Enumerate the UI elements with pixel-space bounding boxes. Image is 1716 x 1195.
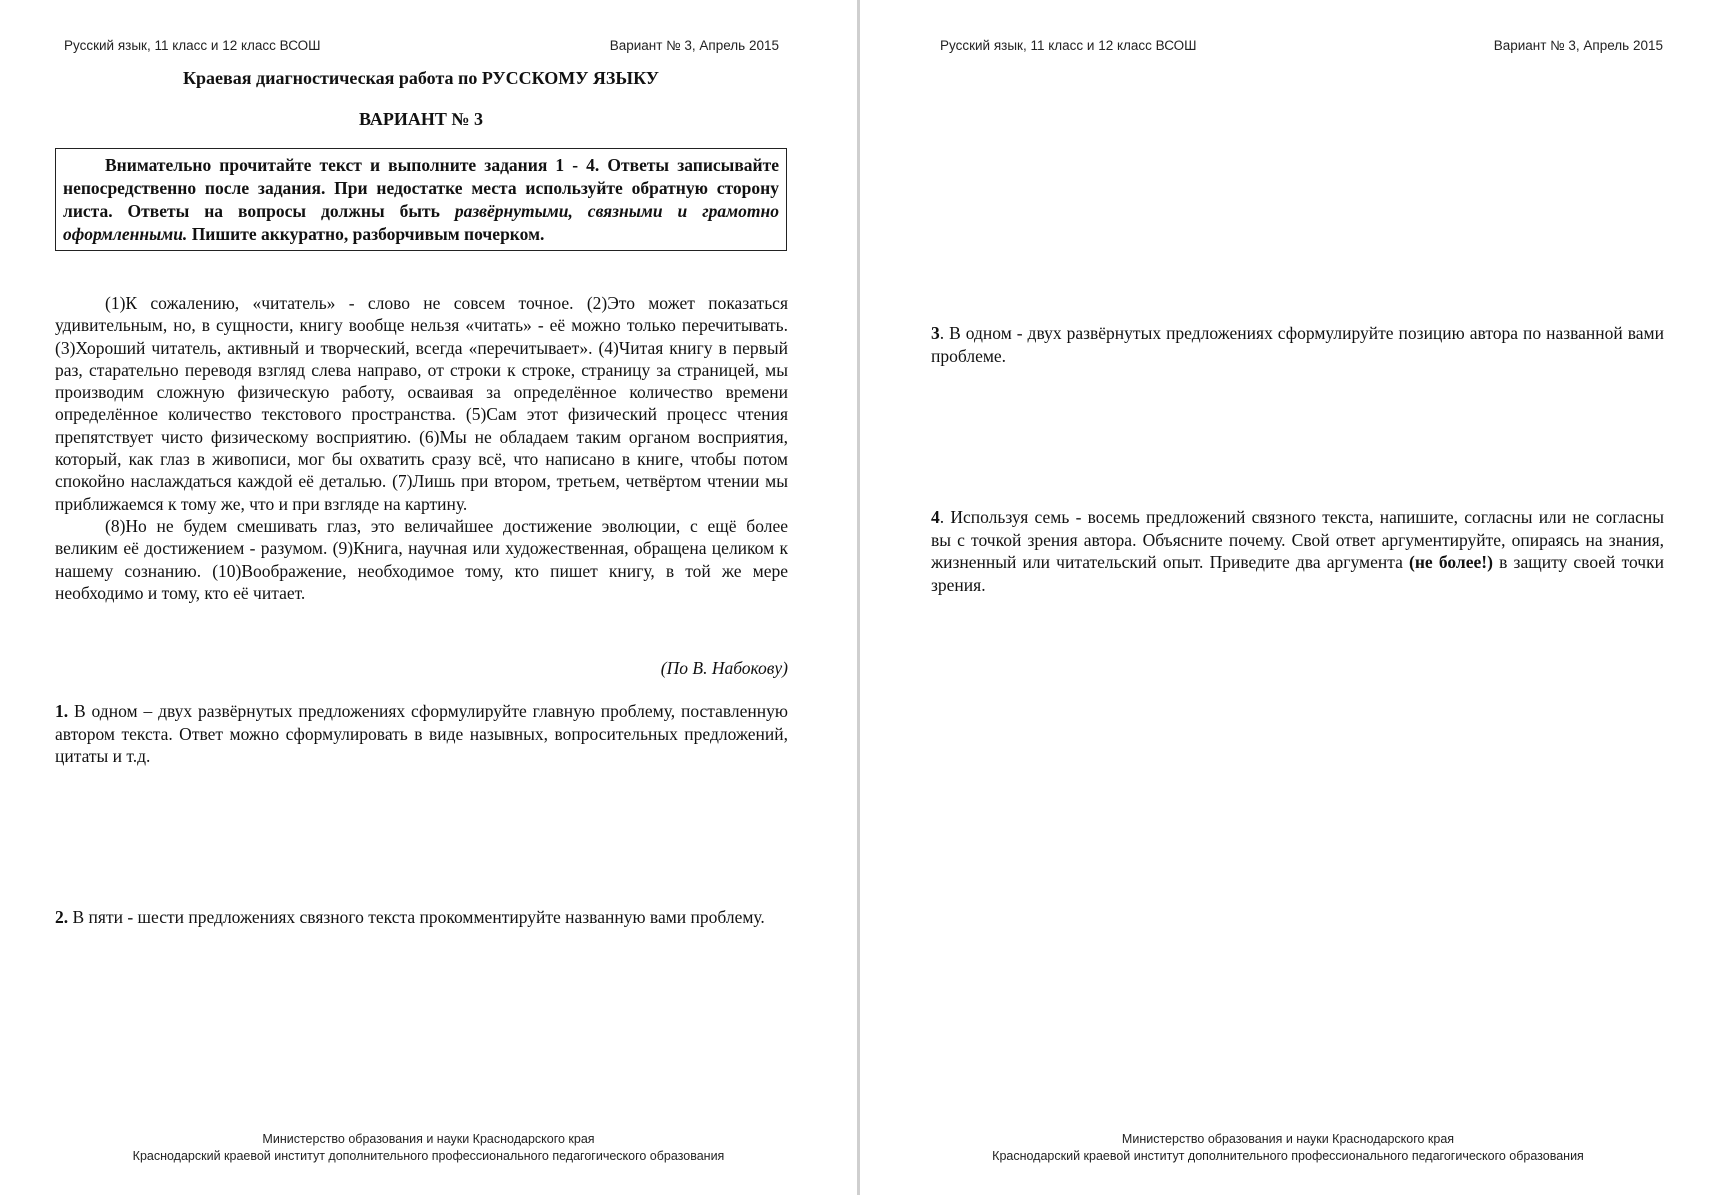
instructions-box xyxy=(55,148,787,251)
footer-institute-right: Краснодарский краевой институт дополнительного профессионального педагогического образования xyxy=(992,1149,1584,1163)
instructions-part2: Пишите аккуратно, разборчивым почерком. xyxy=(187,224,545,244)
task-4-number: 4 xyxy=(931,507,940,527)
task-2-text: В пяти - шести предложениях связного текста прокомментируйте названную вами проблему. xyxy=(68,907,765,927)
header-variant-right: Вариант № 3, Апрель 2015 xyxy=(1493,38,1663,53)
task-1-number: 1. xyxy=(55,701,69,721)
header-variant: Вариант № 3, Апрель 2015 xyxy=(609,38,779,53)
footer-ministry: Министерство образования и науки Краснодарского края xyxy=(262,1132,595,1146)
task-4 xyxy=(931,506,1664,596)
instructions-italic: развёрнутыми, связными и грамотно оформленными. xyxy=(63,201,779,244)
text-paragraph-1: (1)К сожалению, «читатель» - слово не совсем точное. (2)Это может показаться удивительным, но, в сущности, книгу вообще нельзя «читать» - её можно только перечитывать. (3)Хороший читатель, активный и творческий, всегда «перечитывает». (4)Читая книгу в первый раз, старательно переводя взгляд слева направо, от строки к строке, страницу за страницей, мы производим сложную физическую работу, осваивая за определённое количество времени определённое количество текстового пространства. (5)Сам этот физический процесс чтения препятствует чисто физическому восприятию. (6)Мы не обладаем таким органом восприятия, который, как глаз в живописи, мог бы охватить сразу всё, что написано в книге, чтобы потом спокойно наслаждаться каждой её деталью. (7)Лишь при втором, третьем, четвёртом чтении мы приближаемся к тому же, что и при взгляде на картину. xyxy=(55,293,788,514)
text-author: (По В. Набокову) xyxy=(660,658,788,678)
task-1 xyxy=(55,700,788,768)
task-2-number: 2. xyxy=(55,907,69,927)
footer-ministry-right: Министерство образования и науки Краснодарского края xyxy=(1121,1132,1455,1146)
instructions-part1: Внимательно прочитайте текст и выполните задания 1 - 4. Ответы записывайте непосредственно после задания. При недостатке места используйте обратную сторону листа. Ответы на вопросы должны быть xyxy=(63,155,779,221)
variant-title: ВАРИАНТ № 3 xyxy=(359,109,483,129)
page-title: Краевая диагностическая работа по РУССКОМУ ЯЗЫКУ xyxy=(182,68,660,88)
footer-institute: Краснодарский краевой институт дополнительного профессионального педагогического образования xyxy=(132,1149,725,1163)
task-1-text: В одном – двух развёрнутых предложениях сформулируйте главную проблему, поставленную автором текста. Ответ можно сформулировать в виде назывных, вопросительных предложений, цитаты и т.д. xyxy=(55,701,788,766)
task-3-text: . В одном - двух развёрнутых предложениях сформулируйте позицию автора по названной вами проблеме. xyxy=(931,323,1664,366)
header-subject: Русский язык, 11 класс и 12 класс ВСОШ xyxy=(64,38,321,53)
page-right xyxy=(860,0,1716,1195)
page-left xyxy=(0,0,857,1195)
source-text xyxy=(55,292,788,604)
header-subject-right: Русский язык, 11 класс и 12 класс ВСОШ xyxy=(940,38,1197,53)
task-3 xyxy=(931,322,1664,367)
text-paragraph-2: (8)Но не будем смешивать глаз, это величайшее достижение эволюции, с ещё более великим её достижением - разумом. (9)Книга, научная или художественная, обращена целиком к нашему сознанию. (10)Воображение, необходимое тому, кто пишет книгу, в той же мере необходимо и тому, кто её читает. xyxy=(55,515,788,603)
task-3-number: 3 xyxy=(931,323,940,343)
task-2 xyxy=(55,906,788,929)
task-4-bold: (не более!) xyxy=(1409,552,1493,572)
task-4-text-a: . Используя семь - восемь предложений связного текста, напишите, согласны или не согласны вы с точкой зрения автора. Объясните почему. Свой ответ аргументируйте, опираясь на знания, жизненный или читательский опыт. Приведите два аргумента xyxy=(931,507,1664,572)
task-4-text-b: в защиту своей точки зрения. xyxy=(931,552,1664,595)
